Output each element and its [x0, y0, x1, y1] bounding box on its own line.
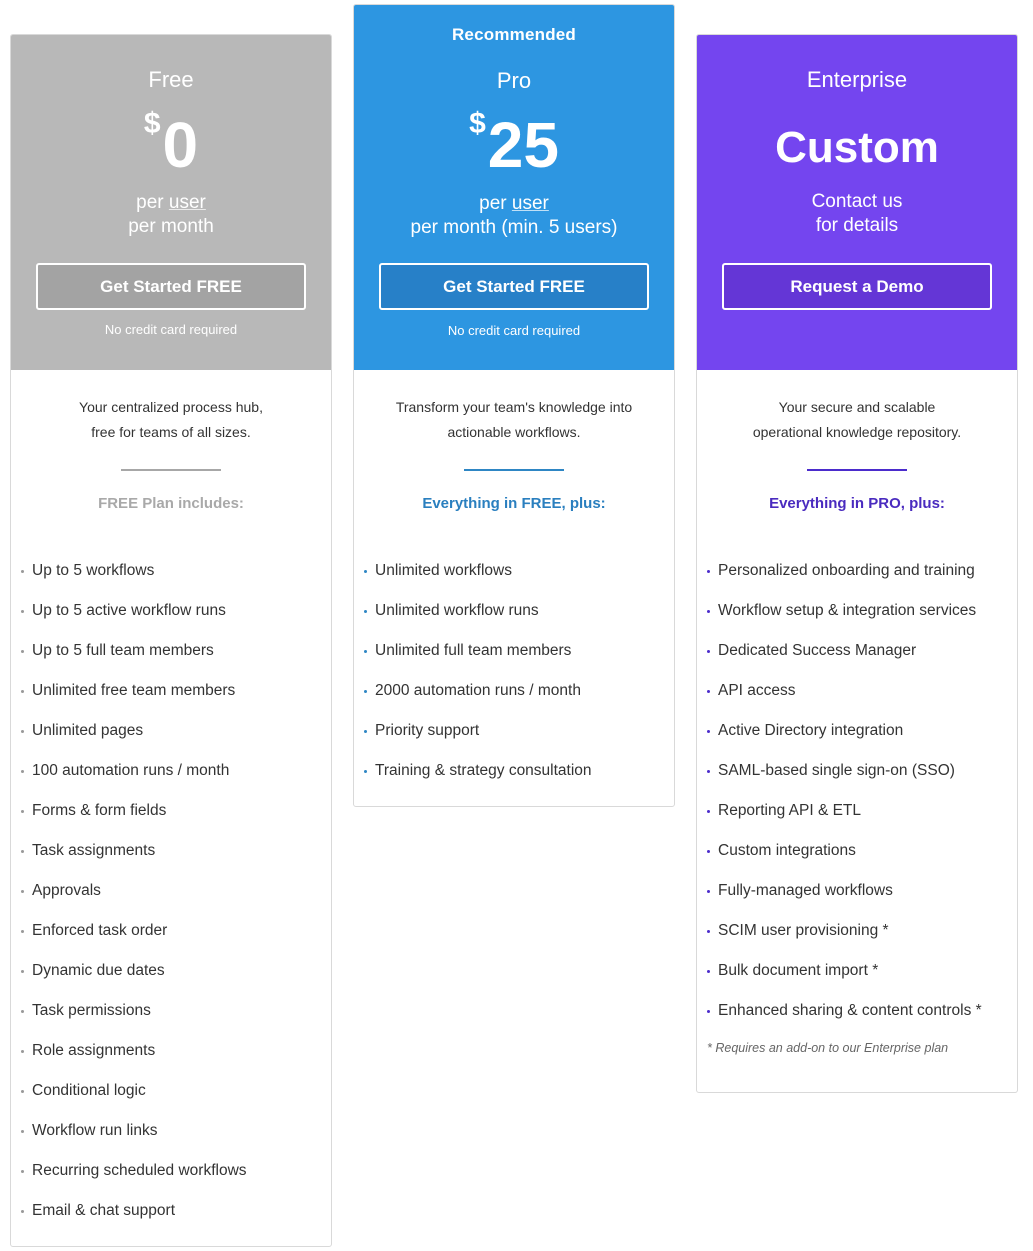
feature-item: [21, 719, 323, 759]
plan-description: Your secure and scalable operational knowledge repository.: [752, 399, 962, 440]
price: [354, 107, 674, 181]
feature-item: [21, 1119, 323, 1159]
feature-item: [707, 959, 1009, 999]
feature-text: Conditional logic: [32, 1082, 146, 1099]
bullet-icon: [707, 810, 710, 813]
bullet-icon: [21, 1210, 24, 1213]
bullet-icon: [707, 570, 710, 573]
feature-item: [707, 919, 1009, 959]
feature-text: Task permissions: [32, 1002, 151, 1019]
feature-text: Approvals: [32, 882, 101, 899]
feature-item: [21, 1079, 323, 1119]
free-card-header: [11, 35, 331, 370]
feature-text: Enhanced sharing & content controls *: [718, 1002, 982, 1019]
bullet-icon: [21, 690, 24, 693]
feature-item: [21, 559, 323, 599]
feature-item: [364, 639, 666, 679]
bullet-icon: [21, 810, 24, 813]
get-started-pro-button[interactable]: Get Started FREE: [379, 263, 649, 310]
feature-text: Up to 5 full team members: [32, 642, 214, 659]
price-period: [11, 191, 331, 239]
bullet-icon: [21, 1170, 24, 1173]
feature-text: Forms & form fields: [32, 802, 167, 819]
feature-text: Role assignments: [32, 1042, 156, 1059]
feature-text: Unlimited workflow runs: [375, 602, 539, 619]
bullet-icon: [21, 930, 24, 933]
feature-item: [21, 839, 323, 879]
get-started-free-button[interactable]: Get Started FREE: [36, 263, 306, 310]
feature-item: [707, 719, 1009, 759]
feature-item: [21, 599, 323, 639]
bullet-icon: [21, 890, 24, 893]
feature-text: Enforced task order: [32, 922, 168, 939]
feature-item: [707, 879, 1009, 919]
bullet-icon: [364, 650, 367, 653]
bullet-icon: [21, 1010, 24, 1013]
feature-text: Up to 5 workflows: [32, 562, 155, 579]
feature-list: [364, 559, 666, 799]
feature-item: [707, 759, 1009, 799]
recommended-badge: Recommended: [451, 25, 577, 44]
feature-text: Email & chat support: [32, 1202, 176, 1219]
feature-text: 2000 automation runs / month: [375, 682, 581, 699]
feature-text: Fully-managed workflows: [718, 882, 893, 899]
per-user-link[interactable]: user: [511, 193, 549, 214]
feature-item: [21, 759, 323, 799]
divider: [121, 469, 221, 471]
bullet-icon: [707, 930, 710, 933]
feature-item: [707, 559, 1009, 599]
feature-text: Priority support: [375, 722, 480, 739]
feature-text: Dynamic due dates: [32, 962, 165, 979]
feature-text: Bulk document import *: [718, 962, 879, 979]
feature-text: Active Directory integration: [718, 722, 904, 739]
feature-item: [21, 959, 323, 999]
price-amount: 0: [162, 109, 199, 181]
no-credit-card-note: No credit card required: [447, 323, 581, 338]
price: [11, 107, 331, 181]
feature-text: Up to 5 active workflow runs: [32, 602, 226, 619]
bullet-icon: [364, 730, 367, 733]
bullet-icon: [21, 970, 24, 973]
feature-text: Custom integrations: [718, 842, 856, 859]
bullet-icon: [707, 850, 710, 853]
feature-text: Unlimited full team members: [375, 642, 572, 659]
feature-text: SAML-based single sign-on (SSO): [718, 762, 955, 779]
feature-text: Unlimited pages: [32, 722, 144, 739]
divider: [807, 469, 907, 471]
feature-item: [21, 919, 323, 959]
bullet-icon: [21, 770, 24, 773]
per-suffix: per month: [128, 216, 214, 237]
feature-list: [21, 559, 323, 1239]
bullet-icon: [364, 570, 367, 573]
addon-footnote: * Requires an add-on to our Enterprise plan: [707, 1041, 949, 1055]
feature-text: Unlimited free team members: [32, 682, 236, 699]
price-period: [354, 192, 674, 240]
price-custom: Custom: [775, 123, 939, 172]
bullet-icon: [707, 970, 710, 973]
bullet-icon: [21, 650, 24, 653]
feature-text: Workflow run links: [32, 1122, 158, 1139]
includes-heading: FREE Plan includes:: [98, 495, 244, 512]
feature-text: Unlimited workflows: [375, 562, 512, 579]
feature-item: [707, 839, 1009, 879]
bullet-icon: [21, 1090, 24, 1093]
feature-item: [21, 1039, 323, 1079]
feature-item: [364, 719, 666, 759]
feature-text: 100 automation runs / month: [32, 762, 230, 779]
bullet-icon: [707, 690, 710, 693]
bullet-icon: [707, 610, 710, 613]
feature-item: [21, 639, 323, 679]
feature-text: Workflow setup & integration services: [718, 602, 977, 619]
bullet-icon: [707, 770, 710, 773]
feature-text: Recurring scheduled workflows: [32, 1162, 247, 1179]
feature-item: [364, 559, 666, 599]
bullet-icon: [707, 650, 710, 653]
feature-text: Dedicated Success Manager: [718, 642, 917, 659]
divider: [464, 469, 564, 471]
pricing-card-free: [10, 34, 332, 1247]
bullet-icon: [364, 610, 367, 613]
feature-item: [21, 1159, 323, 1199]
feature-item: [707, 799, 1009, 839]
pricing-card-enterprise: [696, 34, 1018, 1093]
bullet-icon: [707, 730, 710, 733]
feature-item: [707, 679, 1009, 719]
per-prefix: per: [479, 193, 512, 214]
per-user-link[interactable]: user: [168, 192, 206, 213]
pro-card-header: [354, 5, 674, 370]
includes-heading: Everything in FREE, plus:: [422, 495, 606, 512]
bullet-icon: [707, 1010, 710, 1013]
plan-description: Your centralized process hub, free for teams of all sizes.: [79, 399, 263, 440]
feature-item: [21, 999, 323, 1039]
plan-name: Enterprise: [806, 67, 908, 92]
enterprise-card-header: [697, 35, 1017, 370]
plan-name: Pro: [496, 68, 532, 93]
feature-text: API access: [718, 682, 796, 699]
no-credit-card-note: No credit card required: [104, 322, 238, 337]
per-suffix: per month (min. 5 users): [410, 217, 618, 238]
bullet-icon: [21, 730, 24, 733]
feature-text: Training & strategy consultation: [375, 762, 592, 779]
feature-text: Task assignments: [32, 842, 156, 859]
feature-item: [21, 799, 323, 839]
feature-text: Reporting API & ETL: [718, 802, 862, 819]
bullet-icon: [21, 610, 24, 613]
feature-item: [707, 639, 1009, 679]
bullet-icon: [364, 690, 367, 693]
currency-symbol: $: [143, 107, 161, 140]
feature-item: [364, 679, 666, 719]
feature-item: [364, 599, 666, 639]
plan-description: Transform your team's knowledge into actionable workflows.: [395, 399, 633, 440]
bullet-icon: [21, 1050, 24, 1053]
feature-text: Personalized onboarding and training: [718, 562, 975, 579]
feature-item: [364, 759, 666, 799]
contact-note: Contact us for details: [811, 191, 903, 236]
pricing-card-pro: [353, 4, 675, 807]
bullet-icon: [364, 770, 367, 773]
feature-text: SCIM user provisioning *: [718, 922, 889, 939]
request-demo-button[interactable]: Request a Demo: [722, 263, 992, 310]
feature-list: [707, 559, 1009, 1039]
feature-item: [707, 999, 1009, 1039]
bullet-icon: [21, 1130, 24, 1133]
feature-item: [707, 599, 1009, 639]
currency-symbol: $: [469, 107, 486, 140]
plan-name: Free: [148, 67, 194, 92]
feature-item: [21, 679, 323, 719]
price-amount: 25: [487, 109, 559, 181]
includes-heading: Everything in PRO, plus:: [769, 495, 945, 512]
bullet-icon: [707, 890, 710, 893]
bullet-icon: [21, 570, 24, 573]
bullet-icon: [21, 850, 24, 853]
feature-item: [21, 1199, 323, 1239]
feature-item: [21, 879, 323, 919]
per-prefix: per: [136, 192, 169, 213]
